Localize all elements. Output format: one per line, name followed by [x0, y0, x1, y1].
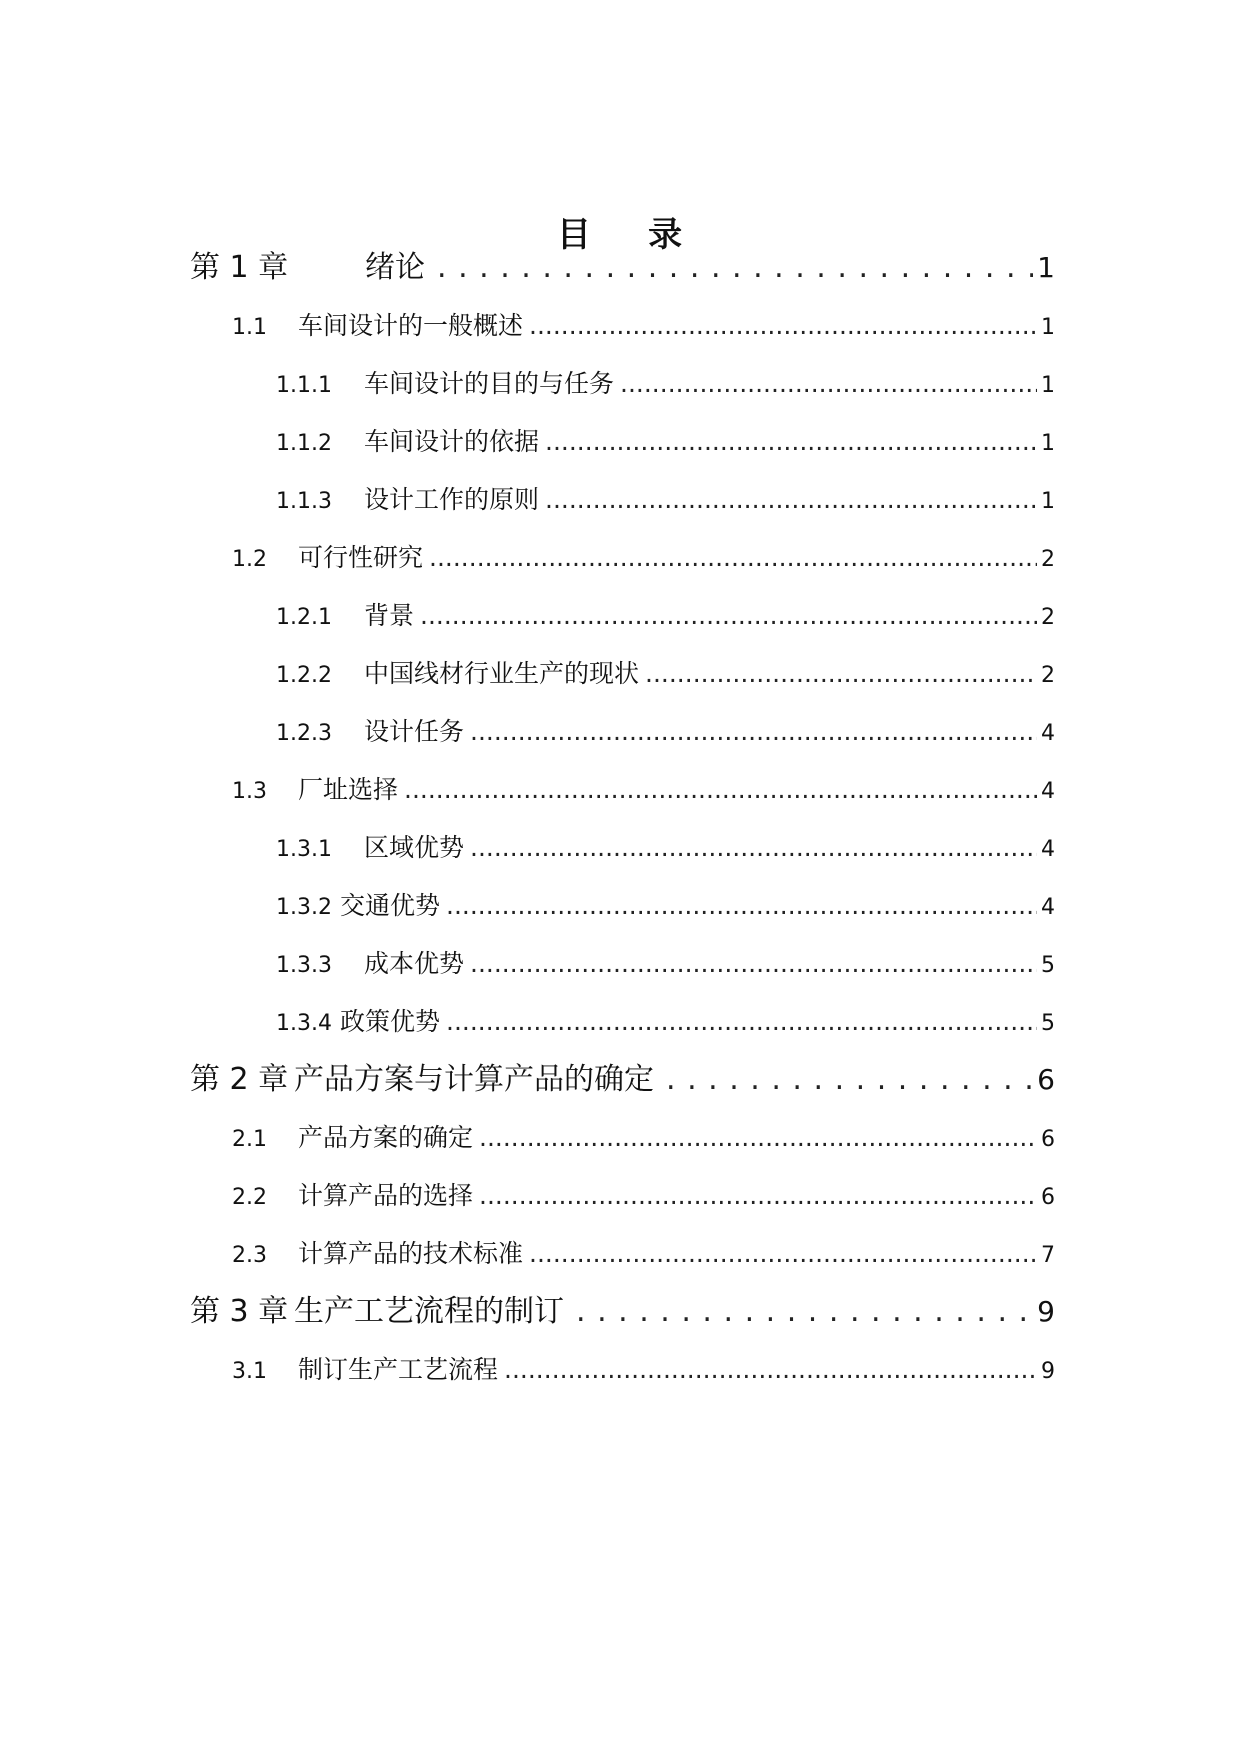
toc-entry-title: 成本优势 — [364, 949, 465, 978]
dot-leader — [645, 655, 1037, 693]
toc-entry-title: 可行性研究 — [298, 543, 424, 572]
toc-entry-number: 第 3 章 — [190, 1294, 289, 1329]
toc-entry-section[interactable] — [232, 307, 1055, 347]
toc-entry-page: 9 — [1041, 1359, 1055, 1384]
toc-entry-title: 区域优势 — [364, 833, 465, 862]
toc-entry-number: 1.3.4 — [276, 1011, 332, 1036]
toc-entry-number: 1.2 — [232, 547, 267, 572]
toc-entry-number: 1.3.1 — [276, 837, 332, 862]
dot-leader — [420, 597, 1037, 635]
toc-entry-section[interactable] — [232, 1235, 1055, 1275]
dot-leader — [576, 1290, 1033, 1334]
toc-entry-page: 2 — [1041, 663, 1055, 688]
toc-entry-page: 2 — [1041, 605, 1055, 630]
toc-entry-subsection[interactable] — [276, 713, 1055, 753]
toc-entry-number: 1.1.3 — [276, 489, 332, 514]
toc-entry-section[interactable] — [232, 1119, 1055, 1159]
toc-entry-title: 设计任务 — [364, 717, 465, 746]
toc-entry-number: 2.3 — [232, 1243, 267, 1268]
toc-entry-title: 制订生产工艺流程 — [298, 1355, 499, 1384]
toc-entry-title: 车间设计的目的与任务 — [364, 369, 615, 398]
toc-entry-number: 2.1 — [232, 1127, 267, 1152]
dot-leader — [470, 945, 1037, 983]
toc-entry-page: 7 — [1041, 1243, 1055, 1268]
dot-leader — [545, 481, 1037, 519]
toc-entry-page: 1 — [1041, 373, 1055, 398]
toc-entry-title: 政策优势 — [339, 1007, 440, 1036]
toc-entry-page: 6 — [1041, 1127, 1055, 1152]
toc-entry-page: 4 — [1041, 895, 1055, 920]
toc-entry-number: 1.2.2 — [276, 663, 332, 688]
toc-entry-number: 3.1 — [232, 1359, 267, 1384]
dot-leader — [504, 1351, 1037, 1389]
toc-entry-title: 产品方案的确定 — [298, 1123, 474, 1152]
toc-entry-section[interactable] — [232, 1351, 1055, 1391]
toc-entry-page: 1 — [1037, 251, 1055, 284]
toc-entry-title: 设计工作的原则 — [364, 485, 540, 514]
toc-entry-section[interactable] — [232, 539, 1055, 579]
toc-entry-number: 1.3.3 — [276, 953, 332, 978]
toc-entry-title: 车间设计的一般概述 — [298, 311, 524, 340]
toc-entry-subsection[interactable] — [276, 365, 1055, 405]
toc-entry-number: 1.3.2 — [276, 895, 332, 920]
toc-entry-page: 6 — [1037, 1063, 1055, 1096]
dot-leader — [470, 829, 1037, 867]
toc-entry-subsection[interactable] — [276, 1003, 1055, 1043]
dot-leader — [437, 246, 1033, 290]
toc-entry-subsection[interactable] — [276, 655, 1055, 695]
toc-entry-section[interactable] — [232, 1177, 1055, 1217]
dot-leader — [529, 1235, 1037, 1273]
toc-entry-title: 背景 — [364, 601, 415, 630]
dot-leader — [429, 539, 1037, 577]
toc-entry-number: 1.1.1 — [276, 373, 332, 398]
toc-entry-page: 1 — [1041, 489, 1055, 514]
toc-entry-page: 4 — [1041, 779, 1055, 804]
toc-entry-title: 中国线材行业生产的现状 — [364, 659, 640, 688]
toc-entry-page: 9 — [1037, 1295, 1055, 1328]
toc-entry-chapter[interactable] — [190, 246, 1055, 290]
toc-entry-number: 1.3 — [232, 779, 267, 804]
toc-entry-number: 1.1.2 — [276, 431, 332, 456]
toc-entry-number: 1.2.1 — [276, 605, 332, 630]
dot-leader — [446, 887, 1037, 925]
toc-entry-page: 1 — [1041, 315, 1055, 340]
dot-leader — [470, 713, 1037, 751]
toc-entry-subsection[interactable] — [276, 423, 1055, 463]
toc-entry-title: 产品方案与计算产品的确定 — [294, 1062, 654, 1097]
dot-leader — [446, 1003, 1037, 1041]
dot-leader — [479, 1119, 1037, 1157]
toc-entry-title: 绪论 — [365, 250, 425, 285]
toc-entry-number: 2.2 — [232, 1185, 267, 1210]
toc-entry-title: 交通优势 — [339, 891, 440, 920]
toc-entry-title: 厂址选择 — [298, 775, 399, 804]
toc-entry-page: 5 — [1041, 1011, 1055, 1036]
toc-entry-number: 第 1 章 — [190, 250, 289, 285]
toc-heading: 目 录 — [556, 215, 685, 255]
toc-entry-page: 6 — [1041, 1185, 1055, 1210]
toc-entry-number: 第 2 章 — [190, 1062, 289, 1097]
dot-leader — [620, 365, 1037, 403]
toc-entry-subsection[interactable] — [276, 829, 1055, 869]
toc-entry-number: 1.2.3 — [276, 721, 332, 746]
toc-entry-page: 4 — [1041, 721, 1055, 746]
toc-entry-section[interactable] — [232, 771, 1055, 811]
toc-entry-title: 计算产品的技术标准 — [298, 1239, 524, 1268]
toc-entry-chapter[interactable] — [190, 1290, 1055, 1334]
dot-leader — [666, 1058, 1033, 1102]
toc-entry-page: 1 — [1041, 431, 1055, 456]
toc-entry-page: 5 — [1041, 953, 1055, 978]
toc-entry-title: 生产工艺流程的制订 — [294, 1294, 564, 1329]
dot-leader — [545, 423, 1037, 461]
toc-entry-title: 计算产品的选择 — [298, 1181, 474, 1210]
toc-entry-subsection[interactable] — [276, 887, 1055, 927]
dot-leader — [404, 771, 1037, 809]
toc-entry-page: 2 — [1041, 547, 1055, 572]
toc-entry-page: 4 — [1041, 837, 1055, 862]
toc-entry-chapter[interactable] — [190, 1058, 1055, 1102]
dot-leader — [479, 1177, 1037, 1215]
toc-entry-number: 1.1 — [232, 315, 267, 340]
dot-leader — [529, 307, 1037, 345]
toc-entry-title: 车间设计的依据 — [364, 427, 540, 456]
toc-entry-subsection[interactable] — [276, 597, 1055, 637]
toc-entry-subsection[interactable] — [276, 481, 1055, 521]
toc-entry-subsection[interactable] — [276, 945, 1055, 985]
